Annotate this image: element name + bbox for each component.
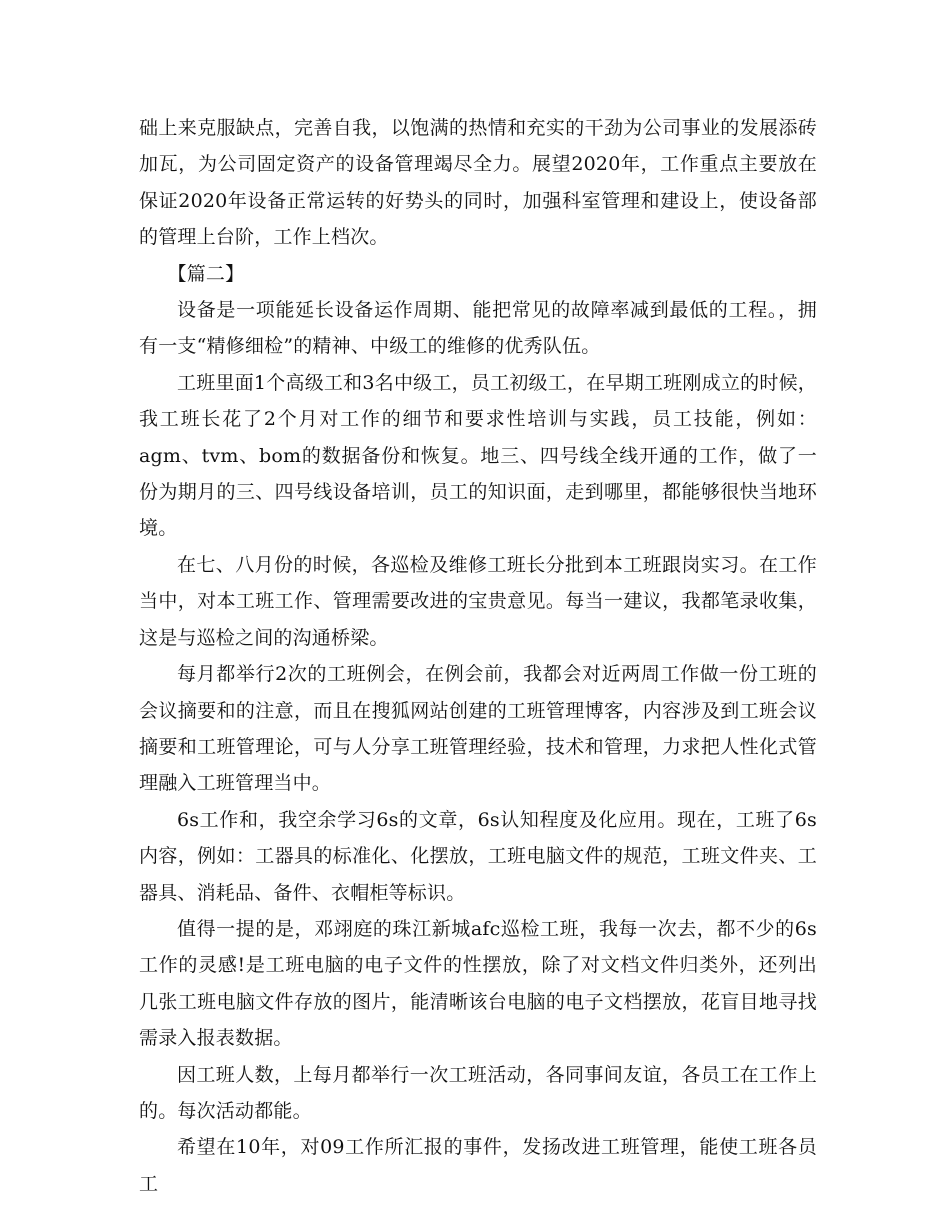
paragraph: 因工班人数，上每月都举行一次工班活动，各同事间友谊，各员工在工作上的。每次活动都能。 (139, 1063, 817, 1122)
paragraph: 值得一提的是，邓翊庭的珠江新城afc巡检工班，我每一次去，都不少的6s工作的灵感!是工班电脑的电子文件的性摆放，除了对文档文件归类外，还列出几张工班电脑文件存放的图片，能清晰该台电脑的电子文档摆放，花盲目地寻找需录入报表数据。 (139, 917, 817, 1050)
document-body (139, 110, 817, 1202)
paragraph: 希望在10年，对09工作所汇报的事件，发扬改进工班管理，能使工班各员工 (139, 1136, 817, 1195)
paragraph-continuation: 础上来克服缺点，完善自我，以饱满的热情和充实的干劲为公司事业的发展添砖加瓦，为公司固定资产的设备管理竭尽全力。展望2020年，工作重点主要放在保证2020年设备正常运转的好势头的同时，加强科室管理和建设上，使设备部的管理上台阶，工作上档次。 (139, 117, 817, 249)
paragraph: 设备是一项能延长设备运作周期、能把常见的故障率减到最低的工程。，拥有一支“精修细检”的精神、中级工的维修的优秀队伍。 (139, 299, 817, 358)
paragraph: 每月都举行2次的工班例会，在例会前，我都会对近两周工作做一份工班的会议摘要和的注意，而且在搜狐网站创建的工班管理博客，内容涉及到工班会议摘要和工班管理论，可与人分享工班管理经验，技术和管理，力求把人性化式管理融入工班管理当中。 (139, 663, 817, 795)
paragraph: 在七、八月份的时候，各巡检及维修工班长分批到本工班跟岗实习。在工作当中，对本工班工作、管理需要改进的宝贵意见。每当一建议，我都笔录收集，这是与巡检之间的沟通桥梁。 (139, 553, 817, 649)
section-heading: 【篇二】 (167, 262, 245, 285)
paragraph: 6s工作和，我空余学习6s的文章，6s认知程度及化应用。现在，工班了6s内容，例如：工器具的标准化、化摆放，工班电脑文件的规范，工班文件夹、工器具、消耗品、备件、衣帽柜等标识。 (139, 808, 817, 904)
paragraph: 工班里面1个高级工和3名中级工，员工初级工，在早期工班刚成立的时候，我工班长花了2个月对工作的细节和要求性培训与实践，员工技能，例如：agm、tvm、bom的数据备份和恢复。地三、四号线全线开通的工作，做了一份为期月的三、四号线设备培训，员工的知识面，走到哪里，都能够很快当地环境。 (139, 371, 817, 540)
